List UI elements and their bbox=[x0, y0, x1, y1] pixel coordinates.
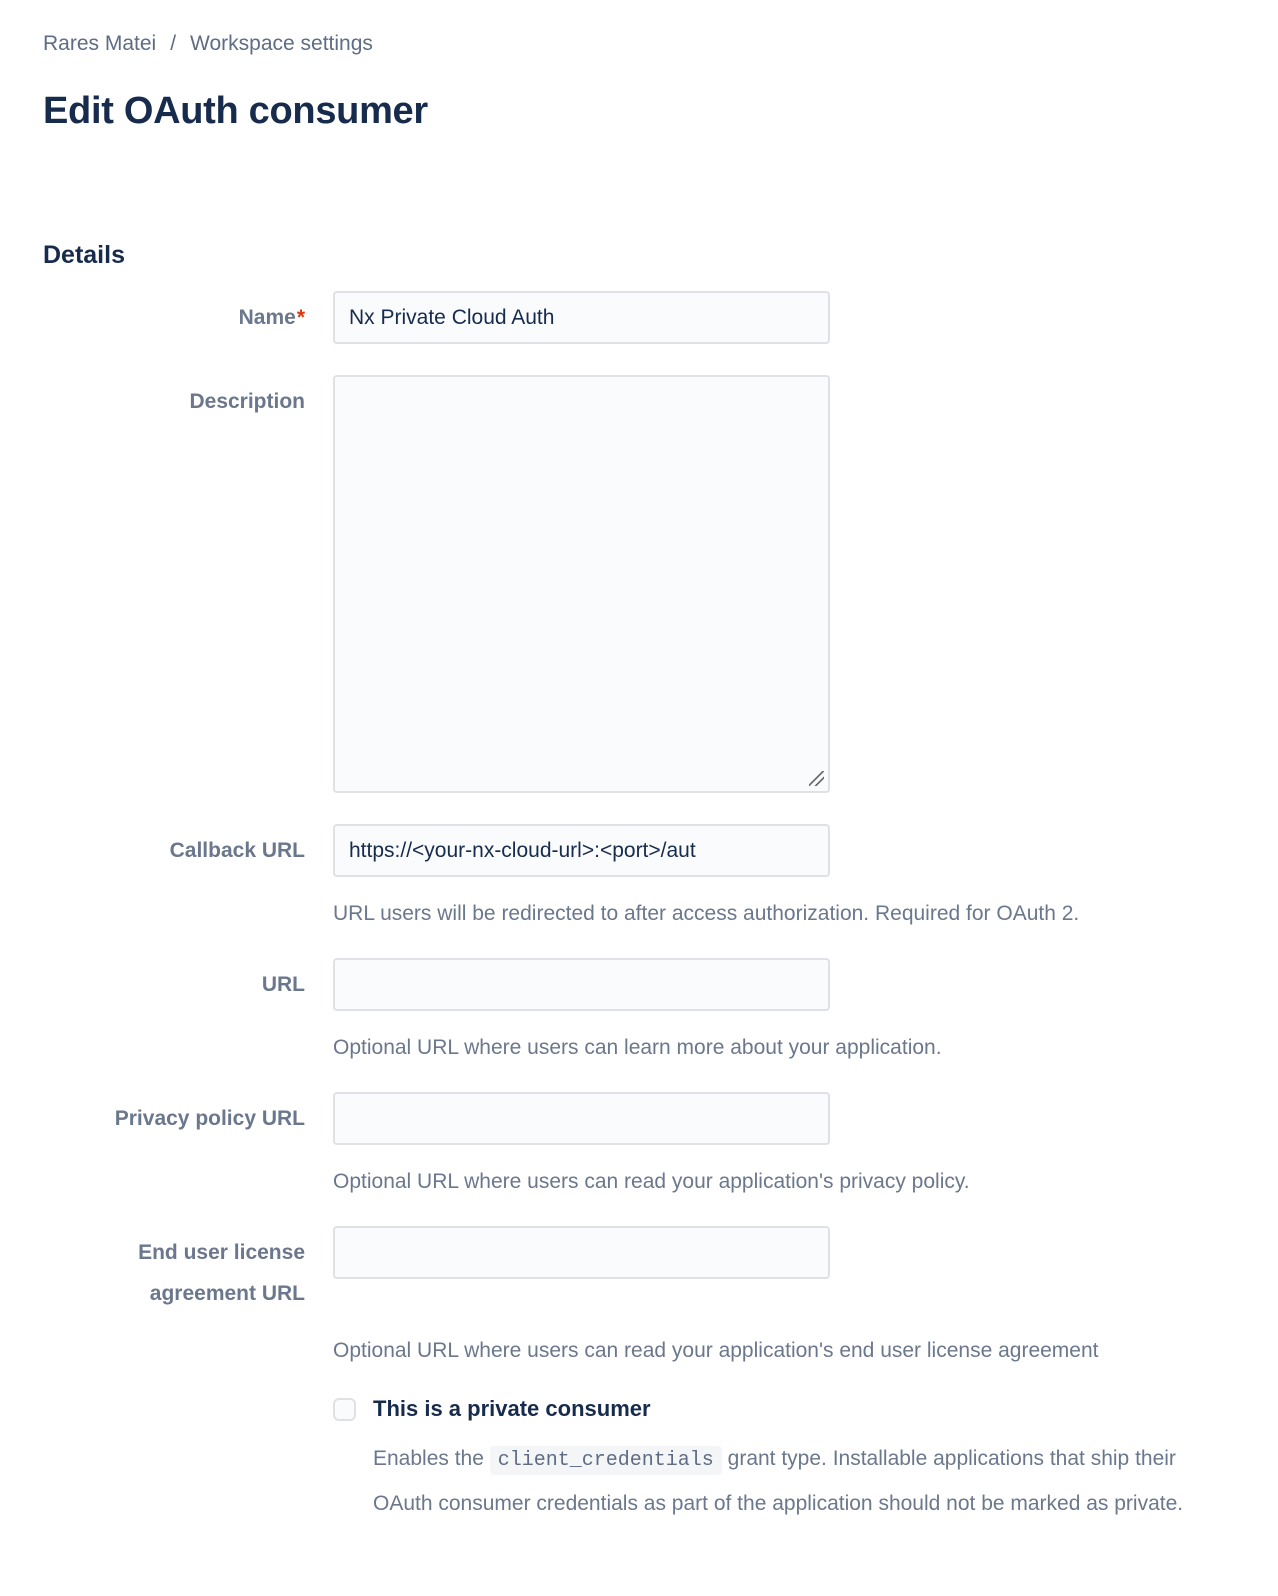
description-label bbox=[43, 375, 305, 422]
required-asterisk: * bbox=[296, 306, 305, 329]
oauth-consumer-form bbox=[43, 291, 1238, 1525]
details-heading: Details bbox=[43, 241, 125, 269]
privacy-policy-url-label-text: Privacy policy URL bbox=[114, 1107, 305, 1130]
breadcrumb-user-link[interactable]: Rares Matei bbox=[43, 32, 157, 55]
breadcrumb bbox=[43, 31, 1238, 57]
name-field-group bbox=[43, 291, 1238, 344]
callback-url-field-group bbox=[43, 824, 1238, 927]
client-credentials-code: client_credentials bbox=[490, 1446, 722, 1475]
eula-url-input[interactable] bbox=[333, 1226, 830, 1279]
privacy-policy-url-field-group bbox=[43, 1092, 1238, 1195]
description-field-group bbox=[43, 375, 1238, 793]
private-consumer-label: This is a private consumer bbox=[373, 1396, 651, 1421]
url-field-group bbox=[43, 958, 1238, 1061]
callback-url-label-text: Callback URL bbox=[169, 839, 305, 862]
name-label-text: Name bbox=[238, 306, 296, 329]
url-input[interactable] bbox=[333, 958, 830, 1011]
privacy-policy-url-input[interactable] bbox=[333, 1092, 830, 1145]
breadcrumb-workspace-settings-link[interactable]: Workspace settings bbox=[190, 32, 373, 55]
url-help-text: Optional URL where users can learn more about your application. bbox=[333, 1036, 942, 1059]
breadcrumb-separator: / bbox=[170, 32, 177, 55]
description-label-text: Description bbox=[189, 390, 305, 413]
eula-url-label bbox=[43, 1226, 305, 1314]
callback-url-label bbox=[43, 824, 305, 871]
private-consumer-option[interactable] bbox=[333, 1395, 1238, 1423]
private-consumer-checkbox[interactable] bbox=[333, 1398, 356, 1421]
eula-url-label-text: End user license agreement URL bbox=[138, 1241, 305, 1305]
name-label bbox=[43, 291, 305, 338]
eula-url-help-text: Optional URL where users can read your application's end user license agreement bbox=[333, 1339, 1099, 1362]
callback-url-help-text: URL users will be redirected to after access authorization. Required for OAuth 2. bbox=[333, 902, 1080, 925]
url-label bbox=[43, 958, 305, 1005]
private-consumer-help-text bbox=[373, 1437, 1211, 1525]
privacy-policy-url-label bbox=[43, 1092, 305, 1139]
private-consumer-help-prefix: Enables the bbox=[373, 1447, 490, 1470]
page-title: Edit OAuth consumer bbox=[43, 90, 428, 132]
eula-url-field-group bbox=[43, 1226, 1238, 1364]
description-textarea[interactable] bbox=[333, 375, 830, 793]
privacy-policy-url-help-text: Optional URL where users can read your application's privacy policy. bbox=[333, 1170, 970, 1193]
url-label-text: URL bbox=[261, 973, 305, 996]
private-consumer-group bbox=[333, 1395, 1238, 1525]
name-input[interactable] bbox=[333, 291, 830, 344]
private-consumer-help-suffix: grant type. Installable applications that ship their OAuth consumer credentials as part of the application should not be marked as private. bbox=[373, 1447, 1184, 1515]
callback-url-input[interactable] bbox=[333, 824, 830, 877]
